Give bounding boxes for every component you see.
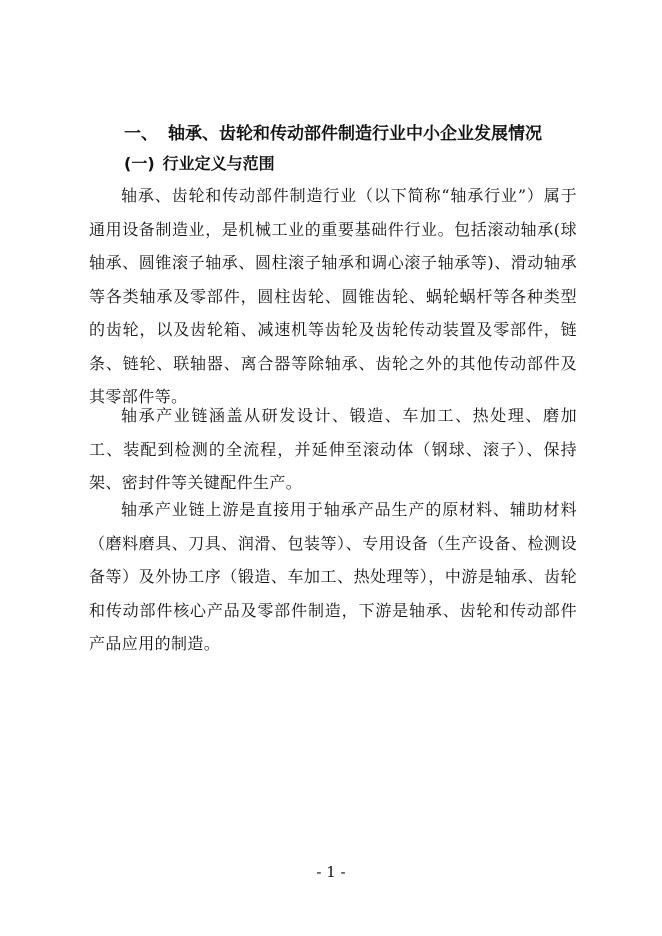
subsection-heading <box>124 153 524 175</box>
subsection-number: (一) <box>124 154 155 173</box>
paragraph-definition: 轴承、齿轮和传动部件制造行业（以下简称“轴承行业”）属于通用设备制造业，是机械工业的重要基础件行业。包括滚动轴承(球轴承、圆锥滚子轴承、圆柱滚子轴承和调心滚子轴承等)、滑动轴承等各类轴承及零部件，圆柱齿轮、圆锥齿轮、蜗轮蜗杆等各种类型的齿轮，以及齿轮箱、减速机等齿轮及齿轮传动装置及零部件，链条、链轮、联轴器、离合器等除轴承、齿轮之外的其他传动部件及其零部件等。 <box>89 186 577 406</box>
paragraph-upstream-downstream: 轴承产业链上游是直接用于轴承产品生产的原材料、辅助材料（磨料磨具、刀具、润滑、包装等）、专用设备（生产设备、检测设备等）及外协工序（锻造、车加工、热处理等），中游是轴承、齿轮和传动部件核心产品及零部件制造，下游是轴承、齿轮和传动部件产品应用的制造。 <box>89 500 577 653</box>
paragraph-industry-chain: 轴承产业链涵盖从研发设计、锻造、车加工、热处理、磨加工、装配到检测的全流程，并延伸至滚动体（钢球、滚子）、保持架、密封件等关键配件生产。 <box>89 406 577 492</box>
section-number: 一、 <box>124 124 158 144</box>
subsection-title: 行业定义与范围 <box>162 154 275 173</box>
page-number: - 1 - <box>316 863 346 881</box>
section-heading <box>124 122 594 146</box>
section-title: 轴承、齿轮和传动部件制造行业中小企业发展情况 <box>168 124 542 144</box>
